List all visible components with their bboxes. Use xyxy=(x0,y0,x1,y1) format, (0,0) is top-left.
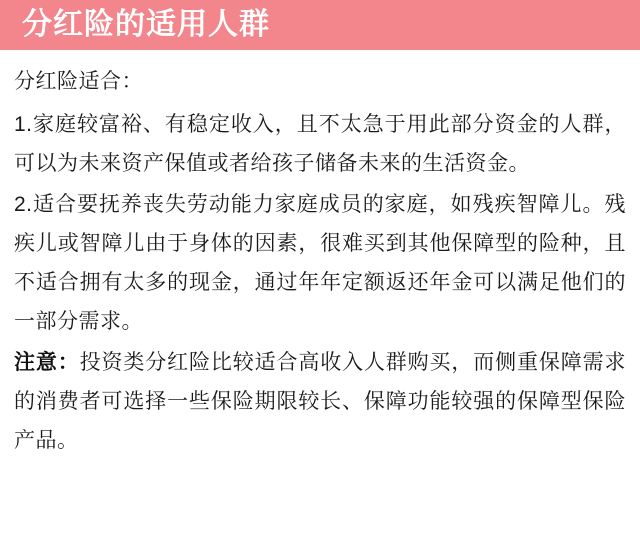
page-title: 分红险的适用人群 xyxy=(22,8,270,41)
note-label: 注意： xyxy=(14,351,80,374)
note-text: 投资类分红险比较适合高收入人群购买，而侧重保障需求的消费者可选择一些保险期限较长、保障功能较强的保障型保险产品。 xyxy=(14,351,627,452)
article-body xyxy=(0,50,640,546)
lead-paragraph: 分红险适合： xyxy=(14,70,143,93)
paragraph-2: 2.适合要抚养丧失劳动能力家庭成员的家庭，如残疾智障儿。残疾儿或智障儿由于身体的因素，很难买到其他保障型的险种，且不适合拥有太多的现金，通过年年定额返还年金可以满足他们的一部分需求。 xyxy=(14,193,626,333)
note-paragraph xyxy=(14,343,626,460)
paragraph-1: 1.家庭较富裕、有稳定收入，且不太急于用此部分资金的人群，可以为未来资产保值或者给孩子储备未来的生活资金。 xyxy=(14,113,626,175)
title-banner xyxy=(0,0,640,50)
